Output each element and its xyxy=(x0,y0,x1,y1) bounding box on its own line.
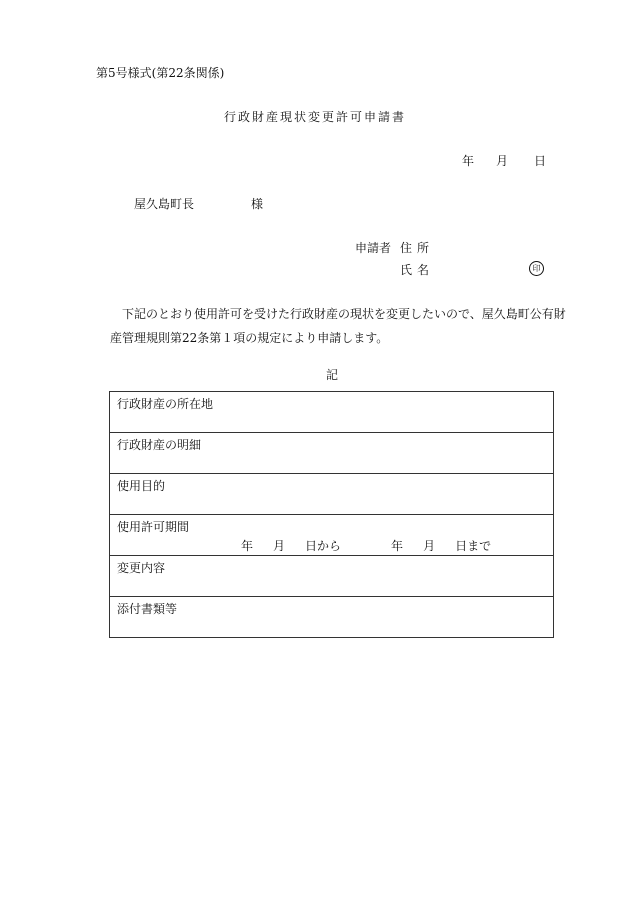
note-heading: 記 xyxy=(325,368,338,382)
period-to-month: 月 xyxy=(423,539,436,553)
date-month-label: 月 xyxy=(496,154,509,168)
table-row xyxy=(110,515,553,556)
date-day-label: 日 xyxy=(534,154,547,168)
table-row xyxy=(110,597,553,638)
recipient-honorific: 様 xyxy=(251,197,264,211)
address-label: 住所 xyxy=(400,241,435,255)
row-label-changes: 変更内容 xyxy=(117,561,166,575)
period-from-month: 月 xyxy=(273,539,286,553)
period-from-year: 年 xyxy=(241,539,254,553)
name-label: 氏名 xyxy=(400,263,435,277)
period-from-day: 日から xyxy=(305,539,342,553)
period-to-day: 日まで xyxy=(455,539,492,553)
period-to-year: 年 xyxy=(391,539,404,553)
recipient-name: 屋久島町長 xyxy=(134,197,195,211)
table-row xyxy=(110,433,553,474)
row-label-permit-period: 使用許可期間 xyxy=(117,520,190,534)
table-row xyxy=(110,556,553,597)
date-year-label: 年 xyxy=(462,154,475,168)
form-number: 第5号様式(第22条関係) xyxy=(96,66,225,80)
permit-period-line xyxy=(241,539,491,553)
table-row xyxy=(110,392,553,433)
date-line xyxy=(462,154,546,168)
row-label-details: 行政財産の明細 xyxy=(117,438,202,452)
row-label-location: 行政財産の所在地 xyxy=(117,397,214,411)
row-label-attachments: 添付書類等 xyxy=(117,602,178,616)
detail-table xyxy=(109,391,554,638)
seal-mark: 印 xyxy=(529,261,544,276)
row-label-purpose: 使用目的 xyxy=(117,479,166,493)
document-title: 行政財産現状変更許可申請書 xyxy=(223,110,406,124)
applicant-label: 申請者 xyxy=(355,241,392,255)
body-text: 下記のとおり使用許可を受けた行政財産の現状を変更したいので、屋久島町公有財産管理規則第22条第１項の規定により申請します。 xyxy=(110,307,566,345)
table-row xyxy=(110,474,553,515)
